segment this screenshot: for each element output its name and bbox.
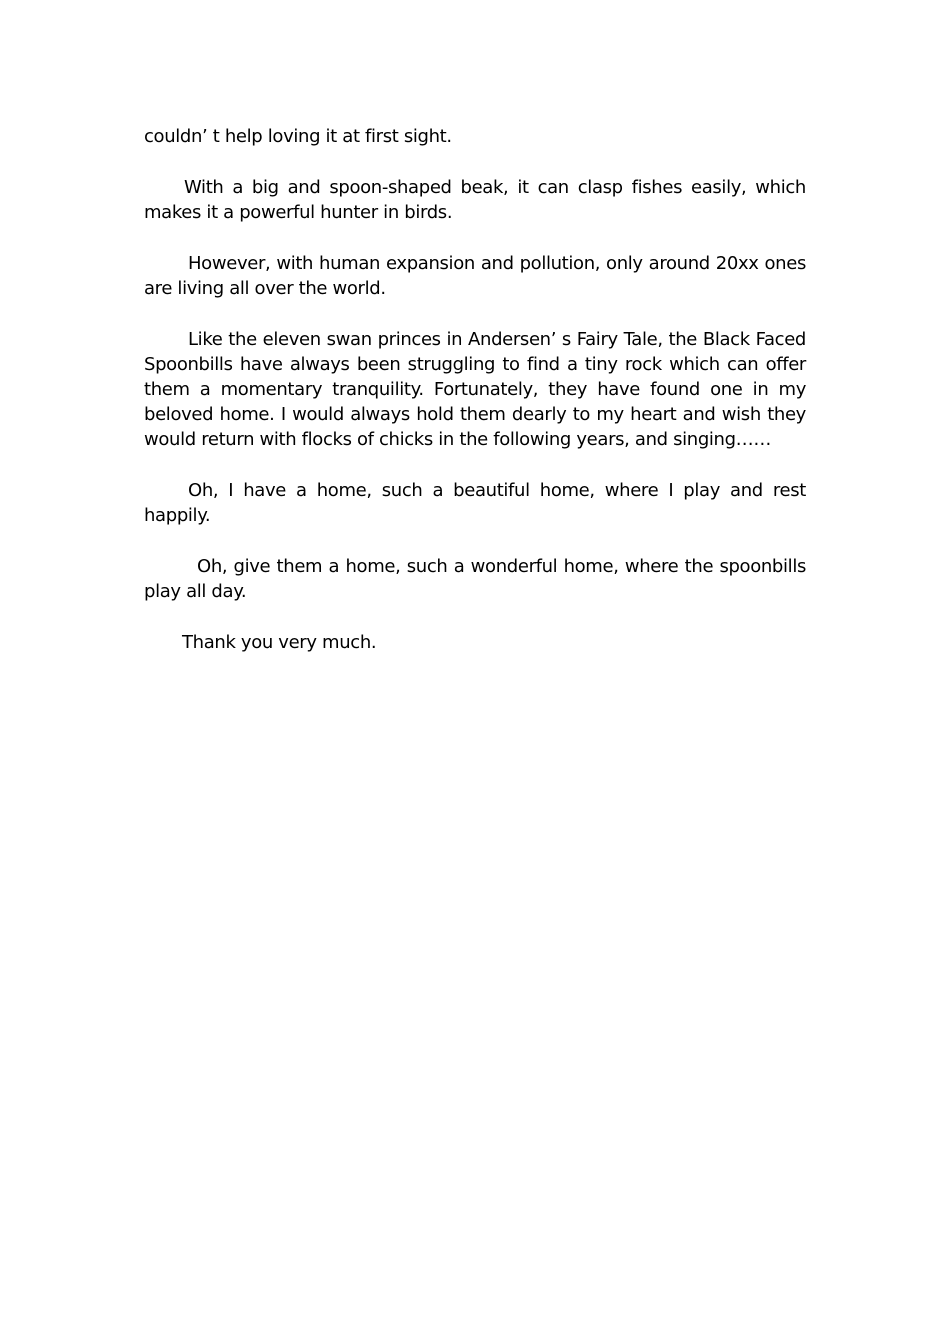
paragraph-wonderful-home: Oh, give them a home, such a wonderful home, where the spoonbills play all day. — [144, 555, 806, 603]
document-body — [144, 124, 806, 681]
paragraph-thank-you: Thank you very much. — [182, 631, 377, 653]
paragraph-first-sight: couldn’ t help loving it at first sight. — [144, 126, 452, 147]
paragraph-beautiful-home: Oh, I have a home, such a beautiful home, where I play and rest happily. — [144, 480, 806, 527]
paragraph-pollution: However, with human expansion and pollution, only around 20xx ones are living all over the world. — [144, 252, 806, 299]
paragraph-fairy-tale: Like the eleven swan princes in Andersen’ s Fairy Tale, the Black Faced Spoonbills have always been struggling to find a tiny rock which can offer them a momentary tranquility. Fortunately, they have found one in my beloved home. I would always hold them dearly to my heart and wish they would return with flocks of chicks in the following years, and singing…… — [144, 328, 806, 451]
paragraph-beak: With a big and spoon-shaped beak, it can clasp fishes easily, which makes it a powerful hunter in birds. — [144, 176, 806, 223]
